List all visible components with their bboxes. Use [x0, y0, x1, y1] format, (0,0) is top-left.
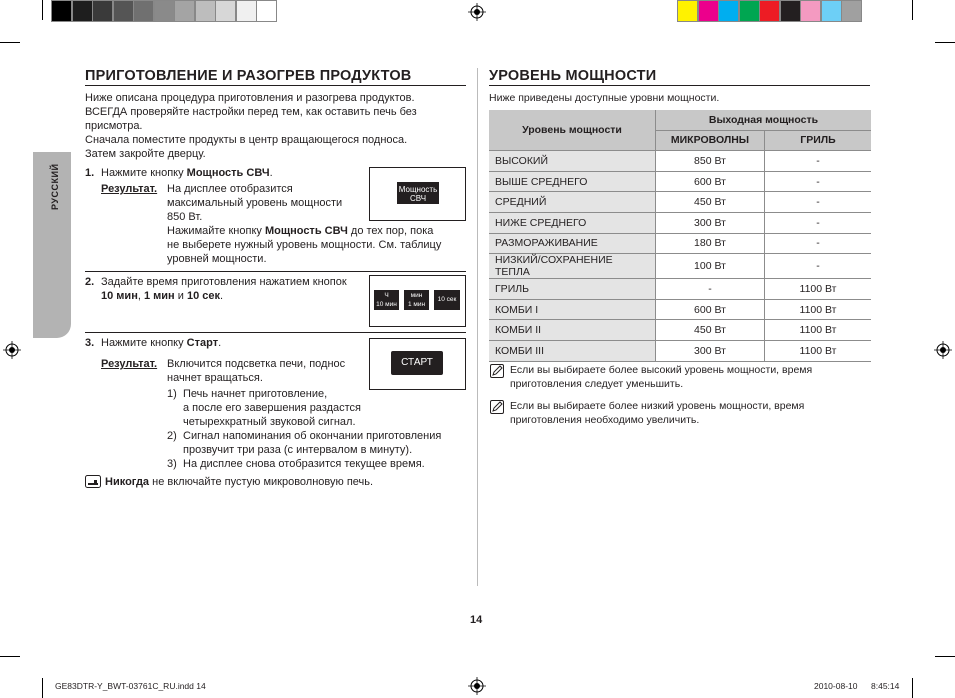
crop-mark: [0, 656, 20, 657]
result-line: начнет вращаться.: [167, 372, 263, 384]
substep-number: 2): [167, 430, 177, 442]
header-grill: ГРИЛЬ: [765, 130, 872, 151]
registration-mark-icon: [468, 677, 486, 695]
step-number: 1.: [85, 167, 95, 179]
grill-power: 1100 Вт: [765, 340, 872, 361]
gray-swatch: [72, 0, 93, 22]
substep-line: Сигнал напоминания об окончании приготовления: [183, 430, 442, 442]
footer-time: 8:45:14: [871, 681, 900, 691]
grill-power: -: [765, 254, 872, 279]
language-tab-label: РУССКИЙ: [50, 163, 60, 210]
power-level-name: ВЫШЕ СРЕДНЕГО: [489, 171, 656, 192]
power-level-name: РАЗМОРАЖИВАНИЕ: [489, 233, 656, 254]
microwave-power: 300 Вт: [656, 212, 765, 233]
power-level-name: НИЗКИЙ/СОХРАНЕНИЕ ТЕПЛА: [489, 254, 656, 279]
gray-swatch: [256, 0, 277, 22]
power-level-name: НИЖЕ СРЕДНЕГО: [489, 212, 656, 233]
power-button-illustration: [369, 167, 466, 221]
power-level-name: КОМБИ II: [489, 320, 656, 341]
one-min-button: мин 1 мин: [404, 290, 429, 310]
result-label: Результат.: [101, 183, 158, 195]
gray-swatch: [195, 0, 216, 22]
intro-line: присмотра.: [85, 120, 143, 132]
step1-text: Нажмите кнопку Мощность СВЧ.: [101, 167, 273, 179]
warning-text: Никогда не включайте пустую микроволновую печь.: [105, 476, 374, 488]
grill-power: 1100 Вт: [765, 320, 872, 341]
note-line: Если вы выбираете более высокий уровень мощности, время: [510, 364, 813, 376]
microwave-power: 600 Вт: [656, 299, 765, 320]
press-line: Нажимайте кнопку Мощность СВЧ до тех пор, пока: [167, 225, 434, 237]
header-output-power: Выходная мощность: [656, 110, 872, 130]
color-swatch: [718, 0, 739, 22]
note-line: Если вы выбираете более низкий уровень мощности, время: [510, 400, 805, 412]
crop-mark: [912, 0, 913, 20]
gray-swatch: [236, 0, 257, 22]
gray-swatch: [174, 0, 195, 22]
color-swatch: [677, 0, 698, 22]
intro-line: Затем закройте дверцу.: [85, 148, 206, 160]
step-separator: [85, 271, 466, 272]
result-line: На дисплее отобразится: [167, 183, 293, 195]
ten-min-button: Ч 10 мин: [374, 290, 399, 310]
power-table-row: [489, 320, 871, 341]
column-divider: [477, 68, 478, 586]
microwave-power: 180 Вт: [656, 233, 765, 254]
intro-line: Ниже описана процедура приготовления и разогрева продуктов.: [85, 92, 415, 104]
power-table-row: [489, 192, 871, 213]
step2-buttons-text: 10 мин, 1 мин и 10 сек.: [101, 290, 224, 302]
power-level-table: [489, 110, 871, 362]
microwave-power: 850 Вт: [656, 151, 765, 172]
footer-date: 2010-08-10: [814, 681, 858, 691]
note-line: приготовления необходимо увеличить.: [510, 414, 700, 426]
power-table-row: [489, 340, 871, 361]
step3-text: Нажмите кнопку Старт.: [101, 337, 222, 349]
power-table-row: [489, 279, 871, 300]
power-table-row: [489, 151, 871, 172]
step2-text: Задайте время приготовления нажатием кнопок: [101, 276, 347, 288]
color-swatch: [800, 0, 821, 22]
start-button-display: СТАРТ: [391, 351, 443, 375]
color-swatch: [780, 0, 801, 22]
crop-mark: [935, 42, 955, 43]
start-button-illustration: [369, 338, 466, 390]
registration-mark-icon: [3, 341, 21, 359]
table-intro: Ниже приведены доступные уровни мощности.: [489, 92, 720, 104]
substep-line: На дисплее снова отобразится текущее время.: [183, 458, 425, 470]
microwave-power: 100 Вт: [656, 254, 765, 279]
power-table-row: [489, 171, 871, 192]
header-power-level: Уровень мощности: [489, 110, 656, 151]
note-icon: [490, 364, 504, 378]
note-icon: [490, 400, 504, 414]
result-line: 850 Вт.: [167, 211, 203, 223]
right-section-title: УРОВЕНЬ МОЩНОСТИ: [489, 68, 657, 84]
ten-sec-button: 10 сек: [434, 290, 460, 310]
gray-swatch: [154, 0, 175, 22]
grill-power: 1100 Вт: [765, 299, 872, 320]
power-level-name: КОМБИ III: [489, 340, 656, 361]
color-swatch: [821, 0, 842, 22]
crop-mark: [42, 0, 43, 20]
substep-line: прозвучит три раза (с интервалом в минуту).: [183, 444, 413, 456]
microwave-power: -: [656, 279, 765, 300]
grill-power: -: [765, 151, 872, 172]
time-buttons-illustration: [369, 275, 466, 327]
crop-mark: [935, 656, 955, 657]
footer-filename: GE83DTR-Y_BWT-03761C_RU.indd 14: [55, 681, 206, 691]
left-section-title: ПРИГОТОВЛЕНИЕ И РАЗОГРЕВ ПРОДУКТОВ: [85, 68, 412, 84]
step-number: 2.: [85, 276, 95, 288]
grill-power: -: [765, 171, 872, 192]
gray-swatch: [113, 0, 134, 22]
intro-line: Сначала поместите продукты в центр вращающегося подноса.: [85, 134, 408, 146]
power-level-name: СРЕДНИЙ: [489, 192, 656, 213]
microwave-power: 450 Вт: [656, 320, 765, 341]
right-title-rule: [489, 85, 870, 86]
gray-swatch: [133, 0, 154, 22]
substep-line: а после его завершения раздастся: [183, 402, 362, 414]
registration-mark-icon: [934, 341, 952, 359]
microwave-power: 600 Вт: [656, 171, 765, 192]
grill-power: 1100 Вт: [765, 279, 872, 300]
power-button-display: Мощность СВЧ: [397, 182, 439, 204]
power-level-name: ГРИЛЬ: [489, 279, 656, 300]
crop-mark: [42, 678, 43, 698]
note-line: приготовления следует уменьшить.: [510, 378, 684, 390]
color-swatch: [698, 0, 719, 22]
substep-line: Печь начнет приготовление,: [183, 388, 328, 400]
result-line: Включится подсветка печи, поднос: [167, 358, 346, 370]
result-line: максимальный уровень мощности: [167, 197, 343, 209]
substep-number: 3): [167, 458, 177, 470]
color-swatch: [739, 0, 760, 22]
microwave-power: 300 Вт: [656, 340, 765, 361]
power-table-row: [489, 233, 871, 254]
power-level-name: ВЫСОКИЙ: [489, 151, 656, 172]
color-swatch: [759, 0, 780, 22]
power-table-row: [489, 212, 871, 233]
left-title-rule: [85, 85, 466, 86]
power-level-name: КОМБИ I: [489, 299, 656, 320]
color-swatch: [841, 0, 862, 22]
press-line: уровней мощности.: [167, 253, 267, 265]
microwave-power: 450 Вт: [656, 192, 765, 213]
step-separator: [85, 332, 466, 333]
grill-power: -: [765, 233, 872, 254]
power-table-row: [489, 254, 871, 279]
step-number: 3.: [85, 337, 95, 349]
substep-number: 1): [167, 388, 177, 400]
gray-swatch: [51, 0, 72, 22]
registration-mark-icon: [468, 3, 486, 21]
grill-power: -: [765, 192, 872, 213]
result-label: Результат.: [101, 358, 158, 370]
grill-power: -: [765, 212, 872, 233]
page-number: 14: [470, 614, 483, 626]
intro-line: ВСЕГДА проверяйте настройки перед тем, как оставить печь без: [85, 106, 417, 118]
crop-mark: [0, 42, 20, 43]
press-line: не выберете нужный уровень мощности. См. таблицу: [167, 239, 442, 251]
power-table-row: [489, 299, 871, 320]
header-microwave: МИКРОВОЛНЫ: [656, 130, 765, 151]
gray-swatch: [92, 0, 113, 22]
crop-mark: [912, 678, 913, 698]
warning-hand-icon: [85, 475, 101, 488]
gray-swatch: [215, 0, 236, 22]
substep-line: четырехкратный звуковой сигнал.: [183, 416, 356, 428]
